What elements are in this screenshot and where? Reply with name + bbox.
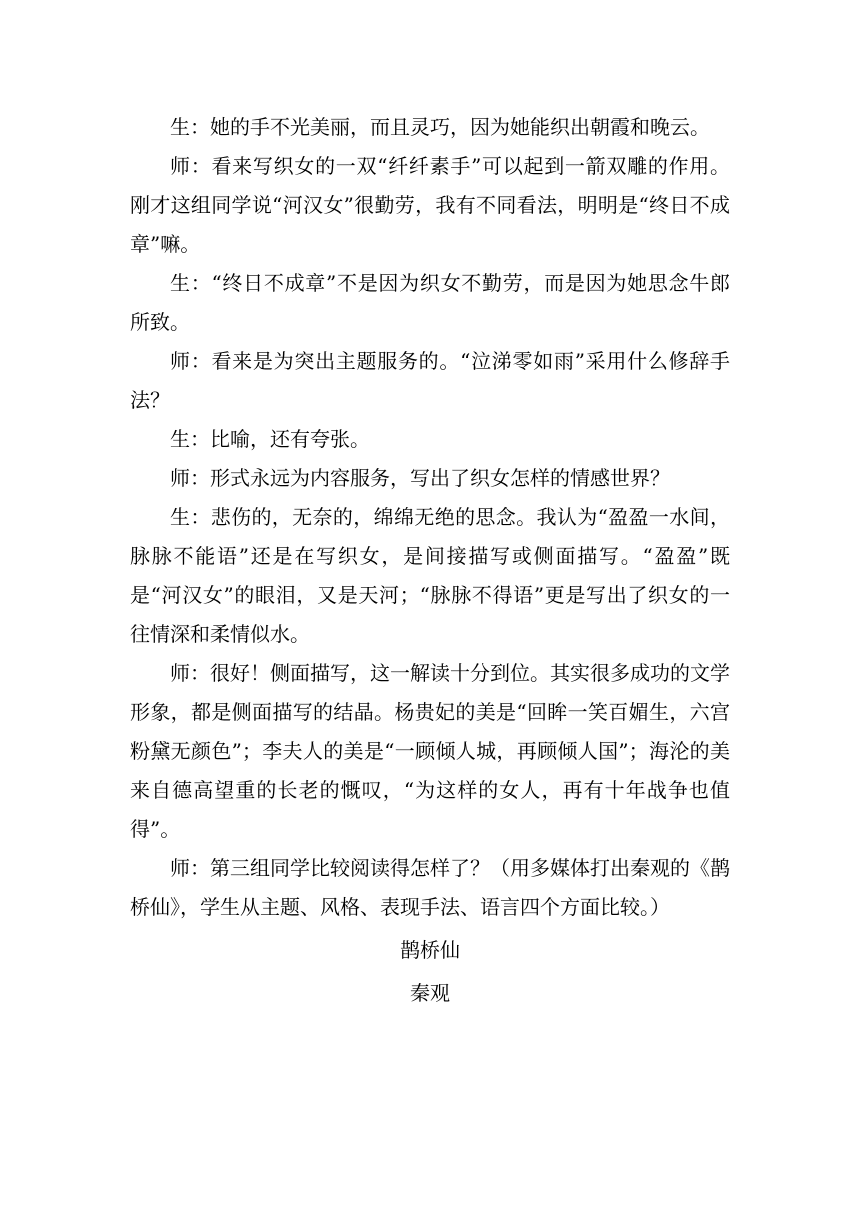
- paragraph: 生：比喻，还有夸张。: [170, 427, 370, 451]
- paragraph: 生：悲伤的，无奈的，绵绵无绝的思念。我认为“盈盈一水间，脉脉不能语”还是在写织女，是间接描写或侧面描写。“盈盈”既是“河汉女”的眼泪，又是天河；“脉脉不得语”更是写出了织女的一往情深和柔情似水。: [130, 505, 730, 646]
- paragraph: 师：第三组同学比较阅读得怎样了？（用多媒体打出秦观的《鹊桥仙》，学生从主题、风格、表现手法、语言四个方面比较。）: [130, 856, 730, 919]
- paragraph: 生：“终日不成章”不是因为织女不勤劳，而是因为她思念牛郎所致。: [130, 271, 730, 334]
- paragraph: 师：很好！侧面描写，这一解读十分到位。其实很多成功的文学形象，都是侧面描写的结晶。杨贵妃的美是“回眸一笑百媚生，六宫粉黛无颜色”；李夫人的美是“一顾倾人城，再顾倾人国”；海沦的美来自德高望重的长老的慨叹，“为这样的女人，再有十年战争也值得”。: [130, 661, 730, 841]
- document-body: [130, 108, 730, 1013]
- paragraph: 师：看来是为突出主题服务的。“泣涕零如雨”采用什么修辞手法？: [130, 349, 730, 412]
- paragraph: 生：她的手不光美丽，而且灵巧，因为她能织出朝霞和晚云。: [170, 115, 710, 139]
- paragraph: 师：看来写织女的一双“纤纤素手”可以起到一箭双雕的作用。刚才这组同学说“河汉女”很勤劳，我有不同看法，明明是“终日不成章”嘛。: [130, 154, 730, 256]
- poem-author: 秦观: [410, 981, 450, 1005]
- paragraph: 师：形式永远为内容服务，写出了织女怎样的情感世界？: [170, 466, 670, 490]
- poem-title: 鹊桥仙: [400, 938, 460, 962]
